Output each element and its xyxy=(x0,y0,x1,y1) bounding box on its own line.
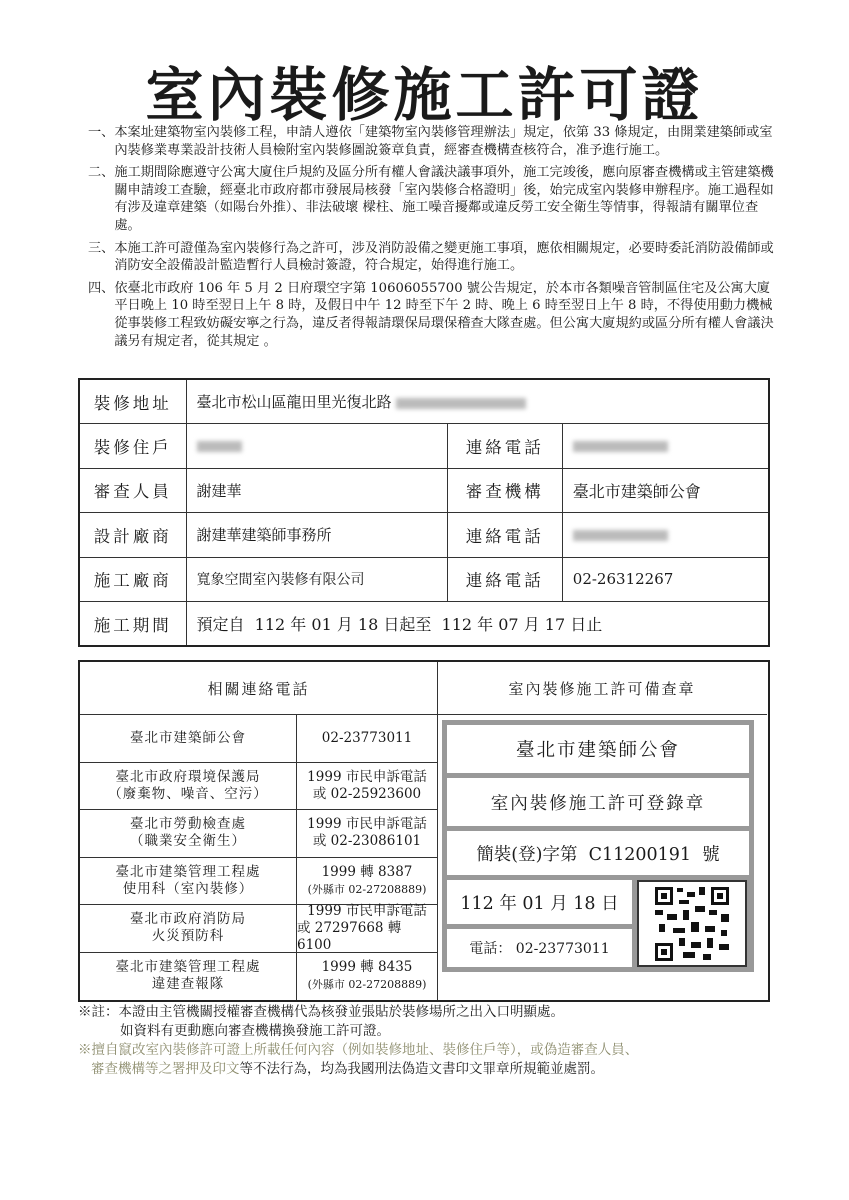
resident-label: 裝修住戶 xyxy=(79,424,186,469)
contact-name xyxy=(80,810,297,857)
contractor-value: 寬象空間室內裝修有限公司 xyxy=(186,557,447,602)
period-label: 施工期間 xyxy=(79,602,186,647)
divider xyxy=(437,662,438,1000)
terms-list xyxy=(88,124,778,355)
redacted-block xyxy=(197,441,242,452)
contacts-and-stamp-table xyxy=(78,660,770,1002)
contact-phone xyxy=(297,715,437,762)
term-number: 三、 xyxy=(88,240,115,256)
designer-phone xyxy=(562,513,769,558)
term-text: 施工期間除應遵守公寓大廈住戶規約及區分所有權人會議決議事項外，施工完竣後，應向原審查機構或主管建築機關申請竣工查驗，經臺北市政府都市發展局核發「室內裝修合格證明」後，始完成室內裝修申辦程序。施工過程如有涉及違章建築（如陽台外推）、非法破壞 樑柱、施工噪音擾鄰或違反勞工安全衛生等情事，得報請有關單位查處。 xyxy=(114,165,774,233)
contact-phone-line: 02-23773011 xyxy=(321,729,413,746)
term-number: 四、 xyxy=(88,280,115,296)
contact-phone-line: 1999 轉 8435 xyxy=(321,959,413,976)
term-3 xyxy=(88,240,778,275)
address-value xyxy=(186,379,769,424)
term-text: 本案址建築物室內裝修工程，申請人遵依「建築物室內裝修管理辦法」規定，依第 33 條規定，由開業建築師或室內裝修業專業設計技術人員檢附室內裝修圖說簽章負責，經審查機構查核符合，准予進行施工。 xyxy=(114,125,773,158)
resident-value xyxy=(186,424,447,469)
contact-phone xyxy=(297,902,437,953)
document-title: 室內裝修施工許可證 xyxy=(145,61,704,129)
term-number: 一、 xyxy=(88,125,115,140)
reviewer-label: 審查人員 xyxy=(79,468,186,513)
contacts-list xyxy=(80,715,437,1000)
contacts-header: 相關連絡電話 xyxy=(80,662,437,715)
contractor-label: 施工廠商 xyxy=(79,557,186,602)
contact-name-line: 臺北市政府消防局 xyxy=(130,911,246,928)
contact-row xyxy=(80,810,437,858)
registration-stamp xyxy=(442,720,754,972)
contact-phone-line: 1999 市民申訴電話 xyxy=(307,902,427,919)
stamp-phone: 電話： 02-23773011 xyxy=(447,929,632,967)
contact-row xyxy=(80,858,437,906)
contact-name-line: （職業安全衛生） xyxy=(130,833,246,850)
term-text: 依臺北市政府 106 年 5 月 2 日府環空字第 10606055700 號公告規定，於本市各類噪音管制區住宅及公寓大廈平日晚上 10 時至翌日上午 8 時，及假日中午 12 時至下午 2 時、晚上 6 時至翌日上午 8 時，不得使用動力機械從事裝修工程致妨礙安寧之行為，違反者得報請環保局環保稽查大隊查處。但公寓大廈規約或區分所有權人會議決議另有規定者，從其規定 。 xyxy=(114,280,774,349)
phone-label: 連絡電話 xyxy=(447,424,562,469)
permit-number: 簡裝(登)字第 C11200191 號 xyxy=(447,831,749,875)
contact-name xyxy=(80,953,297,1001)
contact-name-line: （廢棄物、噪音、空污） xyxy=(108,785,268,802)
permit-info-table xyxy=(78,378,770,647)
contact-row xyxy=(80,902,437,953)
contact-name-line: 臺北市建築師公會 xyxy=(130,729,246,746)
note-3-text: 等不法行為，均為我國刑法偽造文書印文罪章所規範並處罰。 xyxy=(239,1061,604,1077)
contact-phone-line: 或 27297668 轉 6100 xyxy=(297,919,402,953)
contact-phone-line: 1999 市民申訴電話 xyxy=(307,816,427,833)
address-text: 臺北市松山區龍田里光復北路 xyxy=(196,393,392,411)
resident-phone xyxy=(562,424,769,469)
qr-code-icon xyxy=(637,880,747,967)
stamp-org: 臺北市建築師公會 xyxy=(447,725,749,773)
term-4 xyxy=(88,280,778,350)
contact-name-line: 違建查報隊 xyxy=(151,976,225,993)
contact-name-line: 臺北市建築管理工程處 xyxy=(115,959,261,976)
contact-name-line: 臺北市政府環境保護局 xyxy=(115,768,261,785)
note-3-line-2 xyxy=(78,1060,778,1079)
stamp-header: 室內裝修施工許可備查章 xyxy=(437,662,767,715)
contact-name xyxy=(80,715,297,762)
note-1: ※註：本證由主管機關授權審查機構代為核發並張貼於裝修場所之出入口明顯處。 xyxy=(78,1004,564,1020)
contact-name xyxy=(80,763,297,810)
contact-phone xyxy=(297,953,437,1001)
contact-phone-line: 或 02-25923600 xyxy=(312,785,422,802)
contact-row xyxy=(80,953,437,1001)
redacted-block xyxy=(573,441,668,452)
term-2 xyxy=(88,164,778,234)
reviewer-value: 謝建華 xyxy=(186,468,447,513)
contact-name xyxy=(80,858,297,905)
period-value: 預定自 112 年 01 月 18 日起至 112 年 07 月 17 日止 xyxy=(186,602,769,647)
agency-label: 審查機構 xyxy=(447,468,562,513)
contact-name xyxy=(80,905,297,952)
term-number: 二、 xyxy=(88,165,115,181)
contractor-phone: 02-26312267 xyxy=(562,557,769,602)
contact-phone-line: 或 02-23086101 xyxy=(312,833,422,850)
address-label: 裝修地址 xyxy=(79,379,186,424)
term-text: 本施工許可證僅為室內裝修行為之許可，涉及消防設備之變更施工事項，應依相關規定，必要時委託消防設備師或消防安全設備設計監造暫行人員檢討簽證，符合規定，始得進行施工。 xyxy=(114,240,774,274)
contact-phone-line: 1999 市民申訴電話 xyxy=(307,768,427,785)
contact-phone xyxy=(297,763,437,810)
contact-phone-line: (外縣市 02-27208889) xyxy=(307,882,427,896)
contact-row xyxy=(80,763,437,811)
contact-phone-line: 1999 轉 8387 xyxy=(321,863,413,880)
footnotes xyxy=(78,1003,778,1079)
agency-value: 臺北市建築師公會 xyxy=(562,468,769,513)
contact-name-line: 臺北市勞動檢查處 xyxy=(130,816,246,833)
contact-phone xyxy=(297,810,437,857)
note-3-line-1: ※擅自竄改室內裝修許可證上所載任何內容（例如裝修地址、裝修住戶等），或偽造審查人員、 xyxy=(78,1042,639,1058)
contact-name-line: 火災預防科 xyxy=(151,928,225,945)
designer-value: 謝建華建築師事務所 xyxy=(186,513,447,558)
phone-label: 連絡電話 xyxy=(447,513,562,558)
term-1 xyxy=(88,124,778,159)
designer-label: 設計廠商 xyxy=(79,513,186,558)
contact-row xyxy=(80,715,437,763)
note-2: 如資料有更動應向審查機構換發施工許可證。 xyxy=(120,1023,390,1039)
stamp-date: 112 年 01 月 18 日 xyxy=(447,880,632,924)
contact-phone-line: (外縣市 02-27208889) xyxy=(307,978,427,992)
contact-name-line: 臺北市建築管理工程處 xyxy=(115,863,261,880)
phone-label: 連絡電話 xyxy=(447,557,562,602)
contact-name-line: 使用科（室內裝修） xyxy=(122,880,254,897)
redacted-block xyxy=(396,398,526,409)
contact-phone xyxy=(297,858,437,905)
redacted-block xyxy=(573,530,668,541)
stamp-title: 室內裝修施工許可登錄章 xyxy=(447,778,749,826)
note-3-faded: 審查機構等之署押及印文 xyxy=(91,1061,240,1077)
